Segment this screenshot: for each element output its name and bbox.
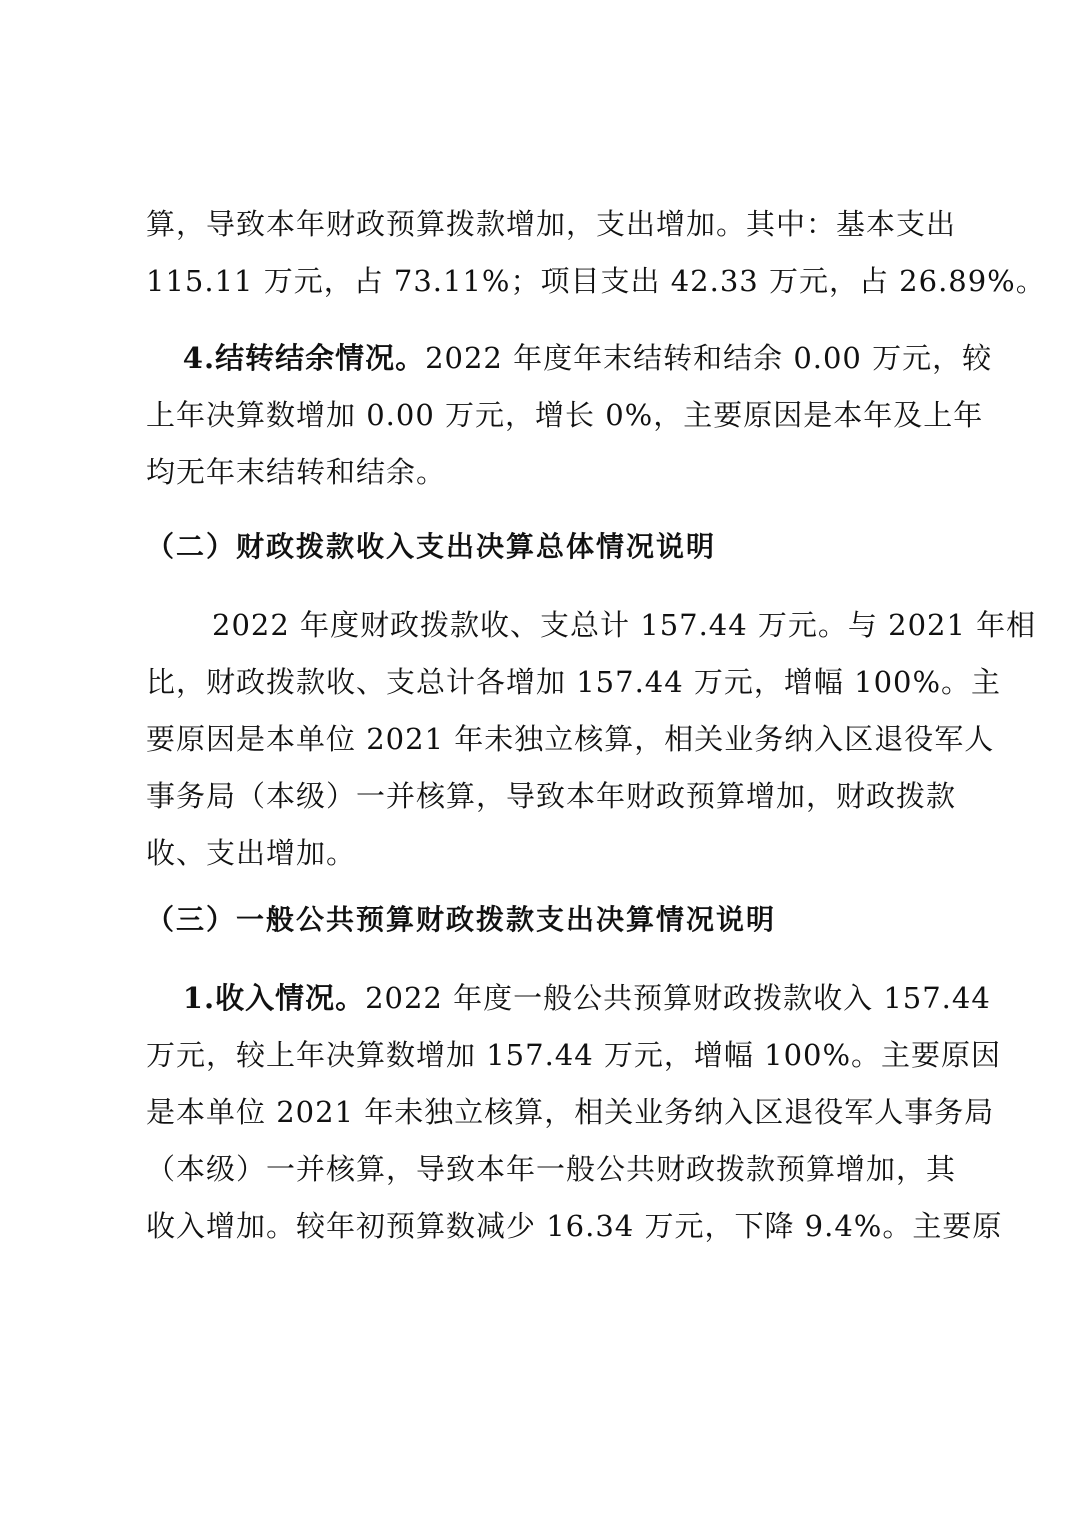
- text-line: [146, 970, 991, 1027]
- text-line: 比，财政拨款收、支总计各增加 157.44 万元，增幅 100%。主: [146, 665, 1002, 699]
- text-fragment: 2022 年度财政拨款收、支总计 157.44 万元。与 2021 年相: [212, 608, 1037, 642]
- paragraph-lead: 4.结转结余情况。: [182, 341, 426, 375]
- text-line: （本级）一并核算，导致本年一般公共财政拨款预算增加，其: [146, 1152, 957, 1186]
- text-line: 上年决算数增加 0.00 万元，增长 0%，主要原因是本年及上年: [146, 398, 984, 432]
- text-line: 事务局（本级）一并核算，导致本年财政预算增加，财政拨款: [146, 779, 957, 813]
- text-fragment: 2022 年度一般公共预算财政拨款收入 157.44: [365, 981, 991, 1015]
- paragraph-continuation: [146, 196, 1046, 310]
- paragraph-total: [146, 597, 1037, 882]
- text-line: 算，导致本年财政预算拨款增加，支出增加。其中：基本支出: [146, 207, 957, 241]
- text-line: 要原因是本单位 2021 年未独立核算，相关业务纳入区退役军人: [146, 722, 995, 756]
- text-line: [146, 330, 993, 387]
- paragraph-income: [146, 970, 1003, 1255]
- text-line: 收入增加。较年初预算数减少 16.34 万元，下降 9.4%。主要原: [146, 1209, 1003, 1243]
- section-heading: （二）财政拨款收入支出决算总体情况说明: [146, 530, 717, 563]
- paragraph-carryover: [146, 330, 993, 501]
- text-line: 115.11 万元，占 73.11%；项目支出 42.33 万元，占 26.89%。: [146, 264, 1046, 298]
- text-line: 均无年末结转和结余。: [146, 455, 447, 489]
- text-line: [146, 597, 1037, 654]
- text-line: 是本单位 2021 年未独立核算，相关业务纳入区退役军人事务局: [146, 1095, 995, 1129]
- paragraph-lead: 1.收入情况。: [182, 981, 366, 1015]
- text-line: 收、支出增加。: [146, 836, 357, 870]
- section-heading: （三）一般公共预算财政拨款支出决算情况说明: [146, 903, 777, 936]
- text-line: 万元，较上年决算数增加 157.44 万元，增幅 100%。主要原因: [146, 1038, 1002, 1072]
- text-fragment: 2022 年度年末结转和结余 0.00 万元，较: [425, 341, 993, 375]
